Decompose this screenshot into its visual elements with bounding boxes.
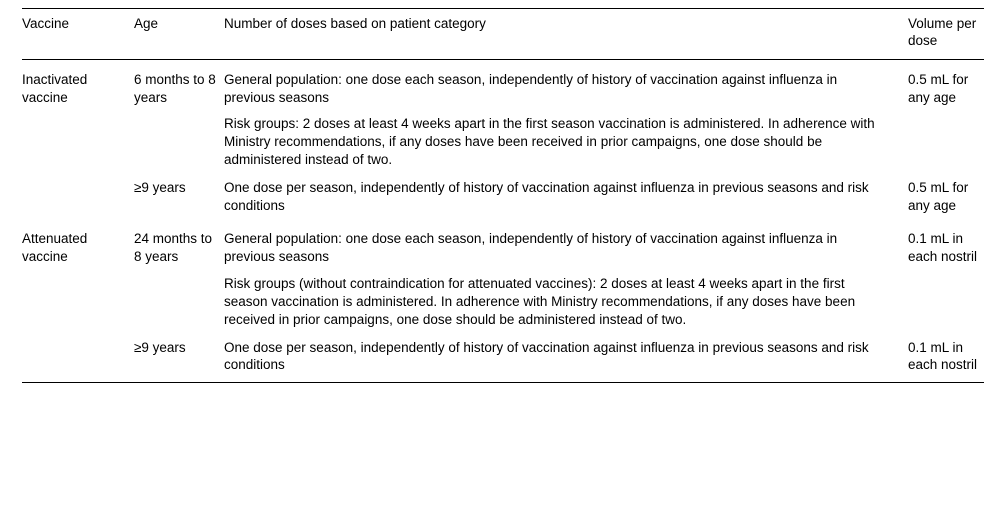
cell-age-attenuated-older: ≥9 years (134, 339, 186, 355)
doses-paragraph: General population: one dose each season, independently of history of vaccination against influenza in previous seasons (224, 71, 838, 105)
doses-paragraph: Risk groups (without contraindication for attenuated vaccines): 2 doses at least 4 weeks apart in the first season vaccination is administered. In adherence with Ministry recommendations, if any doses have been received in prior campaigns, one dose should be administered instead of two. (224, 276, 856, 327)
document-page (0, 8, 1000, 510)
table-header (22, 9, 984, 60)
cell-volume-attenuated-older: 0.1 mL in each nostril (908, 339, 978, 373)
cell-vaccine-attenuated: Attenuated vaccine (22, 231, 88, 265)
cell-age-inactivated-young: 6 months to 8 years (134, 71, 216, 105)
cell-volume-inactivated-young: 0.5 mL for any age (908, 71, 969, 105)
column-header-age: Age (134, 9, 224, 60)
cell-doses-attenuated-young (224, 230, 900, 328)
cell-age-attenuated-young: 24 months to 8 years (134, 231, 213, 265)
cell-doses-inactivated-older (224, 169, 900, 215)
table-row (22, 169, 984, 215)
vaccine-dosing-table (22, 8, 984, 374)
doses-paragraph: One dose per season, independently of history of vaccination against influenza in previous seasons and risk conditions (224, 179, 869, 213)
table-row (22, 59, 984, 169)
table-row (22, 230, 984, 328)
cell-volume-inactivated-older: 0.5 mL for any age (908, 179, 969, 213)
spacer-cell (900, 214, 984, 230)
table-header-row (22, 9, 984, 60)
cell-vaccine-inactivated: Inactivated vaccine (22, 71, 88, 105)
column-header-volume: Volume per dose (900, 9, 984, 60)
table-row (22, 329, 984, 375)
cell-age-inactivated-older: ≥9 years (134, 179, 186, 195)
table-body (22, 59, 984, 374)
column-header-vaccine: Vaccine (22, 9, 134, 60)
doses-paragraph: Risk groups: 2 doses at least 4 weeks apart in the first season vaccination is administered. In adherence with Ministry recommendations, if any doses have been received in prior campaigns, one dose should be administered instead of two. (224, 116, 875, 167)
spacer-cell (134, 214, 224, 230)
spacer-cell (22, 214, 134, 230)
cell-doses-attenuated-older (224, 329, 900, 375)
group-spacer (22, 214, 984, 230)
column-header-doses: Number of doses based on patient category (224, 9, 900, 60)
doses-paragraph: One dose per season, independently of history of vaccination against influenza in previous seasons and risk conditions (224, 339, 869, 373)
spacer-cell (224, 214, 900, 230)
table-bottom-rule (22, 382, 984, 383)
cell-volume-attenuated-young: 0.1 mL in each nostril (908, 231, 978, 265)
doses-paragraph: General population: one dose each season, independently of history of vaccination against influenza in previous seasons (224, 231, 838, 265)
cell-doses-inactivated-young (224, 59, 900, 169)
